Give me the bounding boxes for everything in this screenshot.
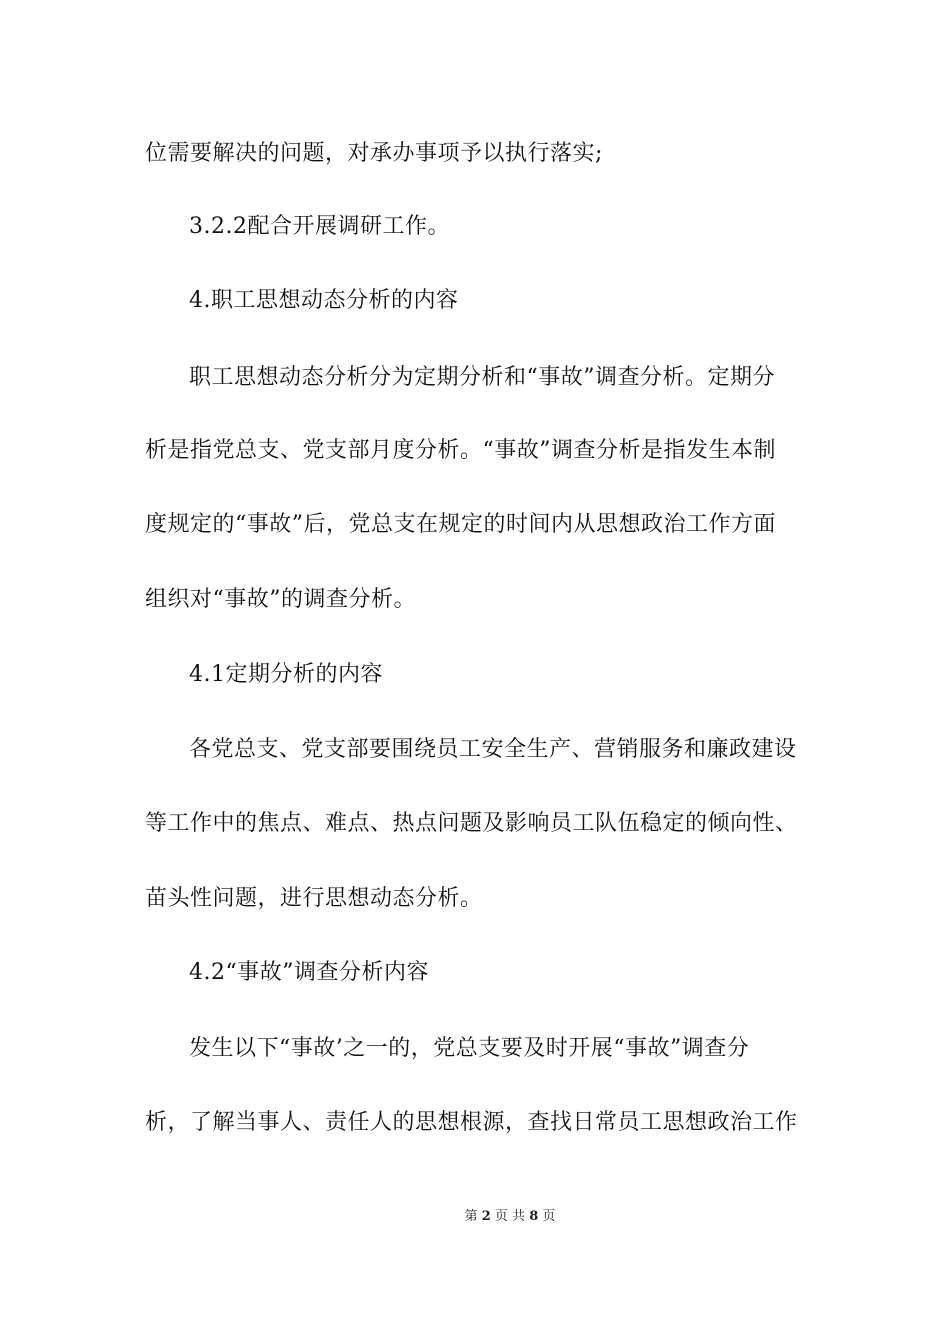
subsection-heading-3-2-2: 3.2.2配合开展调研工作。	[189, 214, 450, 239]
text-line-5: 析是指党总支、党支部月度分析。“事故”调查分析是指发生本制	[145, 438, 776, 463]
footer-middle: 页 共	[494, 1209, 526, 1224]
text-line-14: 析，了解当事人、责任人的思想根源，查找日常员工思想政治工作	[145, 1110, 798, 1135]
text-line-4: 职工思想动态分析分为定期分析和“事故”调查分析。定期分	[189, 365, 775, 390]
text-line-6: 度规定的“事故”后，党总支在规定的时间内从思想政治工作方面	[145, 512, 776, 537]
text-line-13: 发生以下“事故’之一的，党总支要及时开展“事故”调查分	[189, 1036, 750, 1061]
text-line-1: 位需要解决的问题，对承办事项予以执行落实;	[145, 141, 603, 166]
footer-prefix: 第	[464, 1209, 478, 1224]
text-line-7: 组织对“事故”的调查分析。	[145, 587, 416, 612]
text-line-11: 苗头性问题，进行思想动态分析。	[145, 886, 483, 911]
text-line-10: 等工作中的焦点、难点、热点问题及影响员工队伍稳定的倾向性、	[145, 811, 798, 836]
footer-total-pages: 8	[529, 1209, 539, 1224]
footer-suffix: 页	[542, 1209, 556, 1224]
page-footer	[0, 1208, 950, 1226]
footer-current-page: 2	[481, 1209, 491, 1224]
text-line-9: 各党总支、党支部要围绕员工安全生产、营销服务和廉政建设	[189, 737, 797, 762]
subsection-heading-4-2: 4.2“事故”调查分析内容	[189, 960, 429, 985]
section-heading-4: 4.职工思想动态分析的内容	[189, 288, 459, 313]
subsection-heading-4-1: 4.1定期分析的内容	[189, 662, 383, 687]
